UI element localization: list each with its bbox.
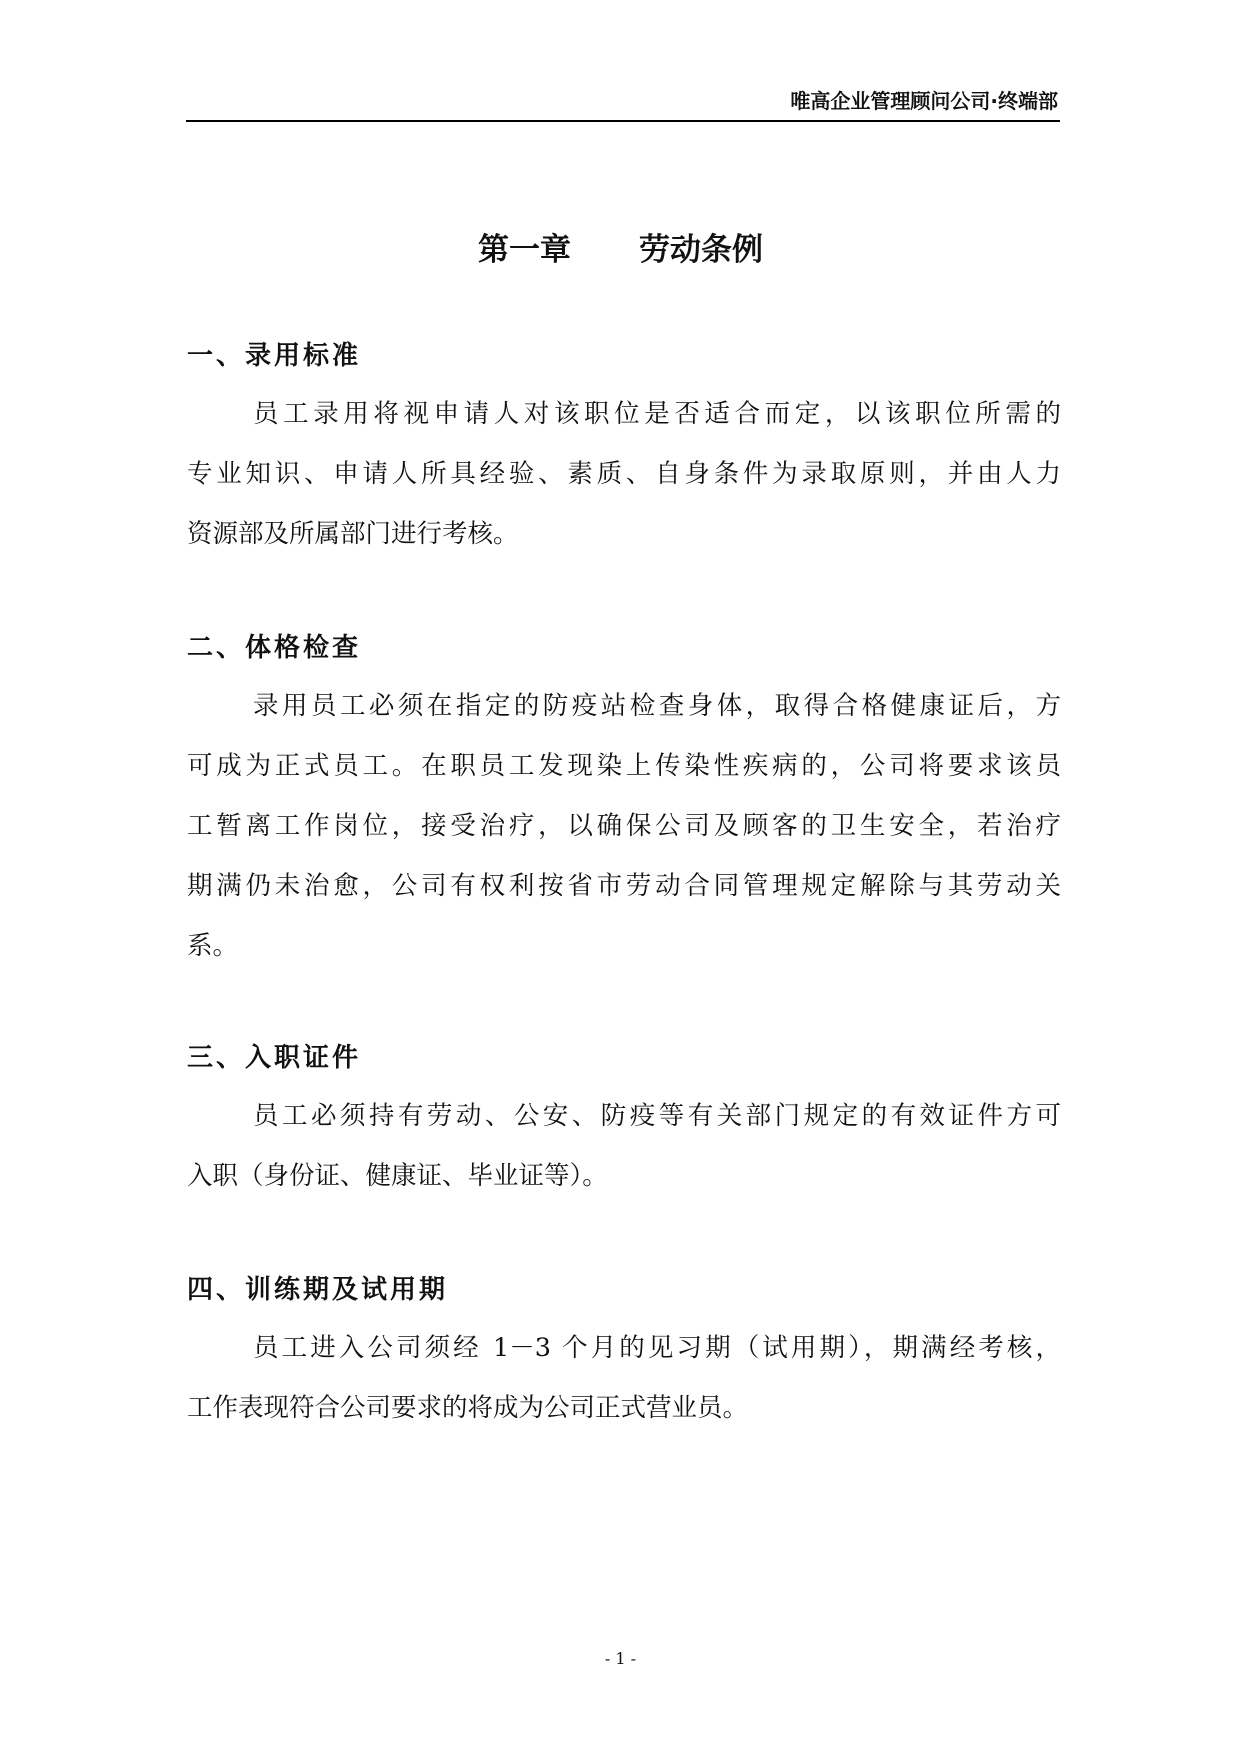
chapter-name: 劳动条例 xyxy=(639,232,763,268)
paragraph-line: 专业知识、申请人所具经验、素质、自身条件为录取原则，并由人力 xyxy=(187,459,1061,489)
paragraph-line: 录用员工必须在指定的防疫站检查身体，取得合格健康证后，方 xyxy=(253,691,1061,721)
paragraph-line: 员工录用将视申请人对该职位是否适合而定，以该职位所需的 xyxy=(253,399,1061,429)
paragraph-line: 资源部及所属部门进行考核。 xyxy=(187,519,519,549)
section-heading-hiring-standards: 一、录用标准 xyxy=(187,341,362,371)
paragraph-line: 系。 xyxy=(187,931,239,961)
paragraph-line: 期满仍未治愈，公司有权利按省市劳动合同管理规定解除与其劳动关 xyxy=(187,871,1061,901)
paragraph-line: 可成为正式员工。在职员工发现染上传染性疾病的，公司将要求该员 xyxy=(187,751,1061,781)
chapter-number: 第一章 xyxy=(478,232,571,268)
paragraph-line: 员工必须持有劳动、公安、防疫等有关部门规定的有效证件方可 xyxy=(253,1101,1061,1131)
header-company-name: 唯高企业管理顾问公司·终端部 xyxy=(790,89,1058,113)
paragraph-line: 入职（身份证、健康证、毕业证等）。 xyxy=(187,1161,608,1191)
section-heading-physical-exam: 二、体格检查 xyxy=(187,633,362,663)
paragraph-line: 员工进入公司须经 1－3 个月的见习期（试用期），期满经考核， xyxy=(253,1333,1061,1363)
page-header xyxy=(186,88,1060,122)
section-heading-training-probation: 四、训练期及试用期 xyxy=(187,1275,449,1305)
paragraph-line: 工作表现符合公司要求的将成为公司正式营业员。 xyxy=(187,1393,749,1423)
page-number: - 1 - xyxy=(604,1649,637,1668)
chapter-title xyxy=(0,228,1241,272)
paragraph-line: 工暂离工作岗位，接受治疗，以确保公司及顾客的卫生安全，若治疗 xyxy=(187,811,1061,841)
section-heading-entry-documents: 三、入职证件 xyxy=(187,1043,362,1073)
